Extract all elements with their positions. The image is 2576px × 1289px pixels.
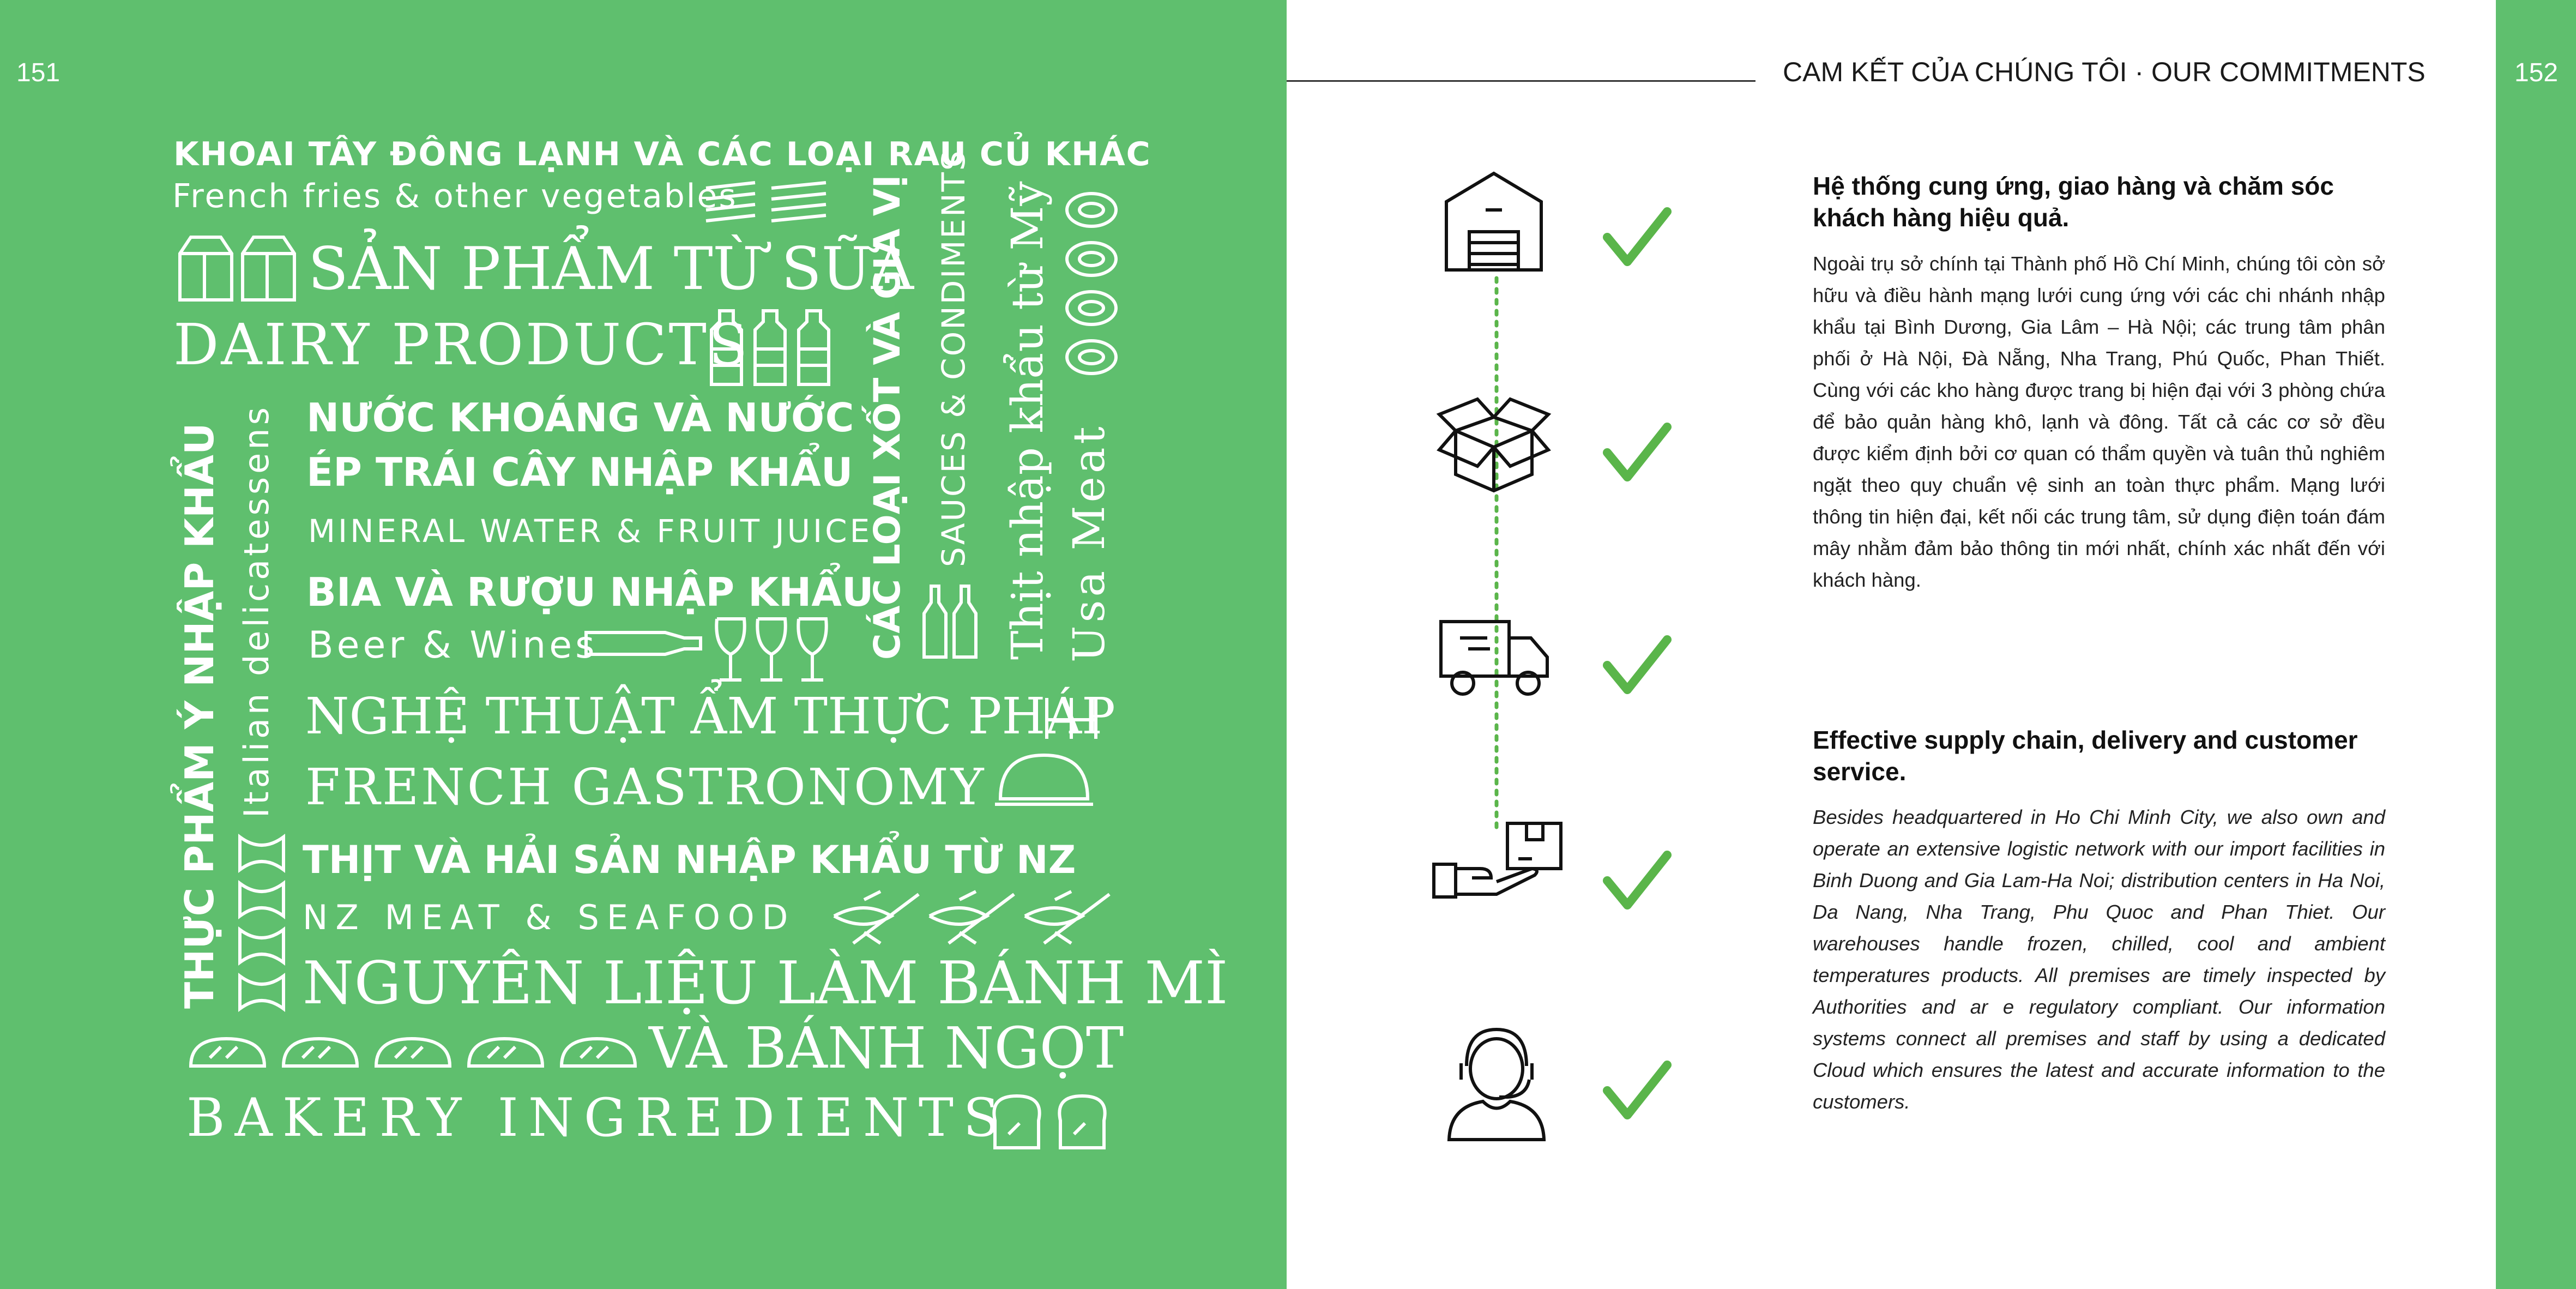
italian-heading-vi: THỰC PHẨM Ý NHẬP KHẨU	[177, 423, 222, 1009]
pasta-icon	[234, 832, 289, 1011]
dairy-heading-en: DAIRY PRODUCTS	[173, 311, 750, 378]
checkmark-icon	[1603, 851, 1671, 913]
fries-icon	[703, 180, 834, 229]
usmeat-heading-en: Usa Meat	[1064, 423, 1114, 662]
wine-bottle-glasses-icon	[583, 613, 834, 684]
water-heading-en: MINERAL WATER & FRUIT JUICE	[308, 513, 873, 550]
sauce-bottle-icon	[921, 583, 981, 660]
cloche-candles-icon	[992, 695, 1109, 812]
frozen-heading-en: French fries & other vegetables	[172, 177, 738, 215]
beer-heading-vi: BIA VÀ RƯỢU NHẬP KHẨU	[306, 569, 874, 615]
frozen-heading-vi: KHOAI TÂY ĐÔNG LẠNH VÀ CÁC LOẠI RAU CỦ KHÁC	[173, 135, 1151, 173]
header-title: CAM KẾT CỦA CHÚNG TÔI · OUR COMMITMENTS	[1783, 57, 2426, 87]
lobster-icon	[831, 889, 1115, 949]
sauces-heading-vi: CÁC LOẠI XỐT VÀ GIA VỊ	[866, 174, 908, 660]
dairy-heading-vi: SẢN PHẨM TỪ SỮA	[308, 235, 914, 303]
bakery-heading-vi-1: NGUYÊN LIỆU LÀM BÁNH MÌ	[303, 949, 1228, 1017]
timeline-dotted-line	[1494, 278, 1499, 829]
milk-carton-icon	[177, 234, 297, 303]
hand-package-icon	[1431, 821, 1565, 905]
delivery-truck-icon	[1438, 619, 1553, 698]
bakery-heading-en: BAKERY INGREDIENTS	[186, 1087, 1009, 1148]
customer-support-icon	[1445, 1025, 1548, 1142]
page-number-left: 151	[16, 58, 61, 87]
beer-heading-en: Beer & Wines	[308, 624, 598, 667]
header-rule	[1287, 80, 1755, 82]
steak-icon	[1063, 188, 1123, 390]
sauces-heading-en: SAUCES & CONDIMENTS	[935, 149, 972, 567]
gastronomy-heading-en: FRENCH GASTRONOMY	[305, 758, 986, 816]
usmeat-heading-vi: Thịt nhập khẩu từ Mỹ	[1002, 181, 1053, 660]
checkmark-icon	[1603, 1061, 1671, 1123]
bread-loaf-icon	[188, 1033, 641, 1071]
section-body-en: Besides headquartered in Ho Chi Minh City, we also own and operate an extensive logistic network with our import facilities in Binh Duong and Gia Lam-Ha Noi; distribution centers in Ha Noi, Da Nang, Nha Trang, Phu Quoc and Phan Thiet. Our warehouses handle frozen, chilled, cool and ambient temperatures products. All premises are timely inspected by Authorities and ar e regulatory compliant. Our information systems connect all premises and staff by using a dedicated Cloud which ensures the latest and accurate information to the customers.	[1813, 806, 2385, 1113]
gastronomy-heading-vi: NGHỆ THUẬT ẨM THỰC PHÁP	[305, 687, 1115, 745]
bakery-heading-vi-2: VÀ BÁNH NGỌT	[649, 1015, 1124, 1081]
warehouse-icon	[1442, 169, 1546, 273]
water-bottle-icon	[709, 305, 834, 387]
nz-heading-vi: THỊT VÀ HẢI SẢN NHẬP KHẨU TỪ NZ	[303, 838, 1076, 882]
italian-heading-en: Italian delicatessens	[237, 404, 276, 818]
nz-heading-en: NZ MEAT & SEAFOOD	[303, 898, 796, 937]
right-page-edge-strip	[2496, 0, 2576, 1289]
section-body-vi: Ngoài trụ sở chính tại Thành phố Hồ Chí Minh, chúng tôi còn sở hữu và điều hành mạng lưới cung ứng với các chi nhánh nhập khẩu tại Bình Dương, Gia Lâm – Hà Nội; các trung tâm phân phối ở Hà Nội, Đà Nẵng, Nha Trang, Phú Quốc, Phan Thiết. Cùng với các kho hàng được trang bị hiện đại với 3 phòng chứa để bảo quản hàng khô, lạnh và đông. Tất cả các cơ sở đều được kiểm định bởi cơ quan có thẩm quyền và tuân thủ nghiêm ngặt theo quy chuẩn vệ sinh an toàn thực phẩm. Mạng lưới thông tin hiện đại, kết nối các trung tâm, sử dụng điện toán đám mây nhằm đảm bảo thông tin mới nhất, chính xác nhất đến với khách hàng.	[1813, 252, 2385, 591]
section-title-vi: Hệ thống cung ứng, giao hàng và chăm sóc khách hàng hiệu quả.	[1813, 172, 2334, 232]
checkmark-icon	[1603, 635, 1671, 698]
bread-slice-icon	[987, 1091, 1118, 1151]
checkmark-icon	[1603, 207, 1671, 270]
water-heading-vi-2: ÉP TRÁI CÂY NHẬP KHẨU	[306, 449, 853, 495]
water-heading-vi-1: NƯỚC KHOÁNG VÀ NƯỚC	[306, 395, 854, 441]
page-number-right: 152	[2514, 58, 2559, 87]
section-title-en: Effective supply chain, delivery and customer service.	[1813, 726, 2358, 786]
open-box-icon	[1437, 393, 1551, 493]
checkmark-icon	[1603, 423, 1671, 485]
